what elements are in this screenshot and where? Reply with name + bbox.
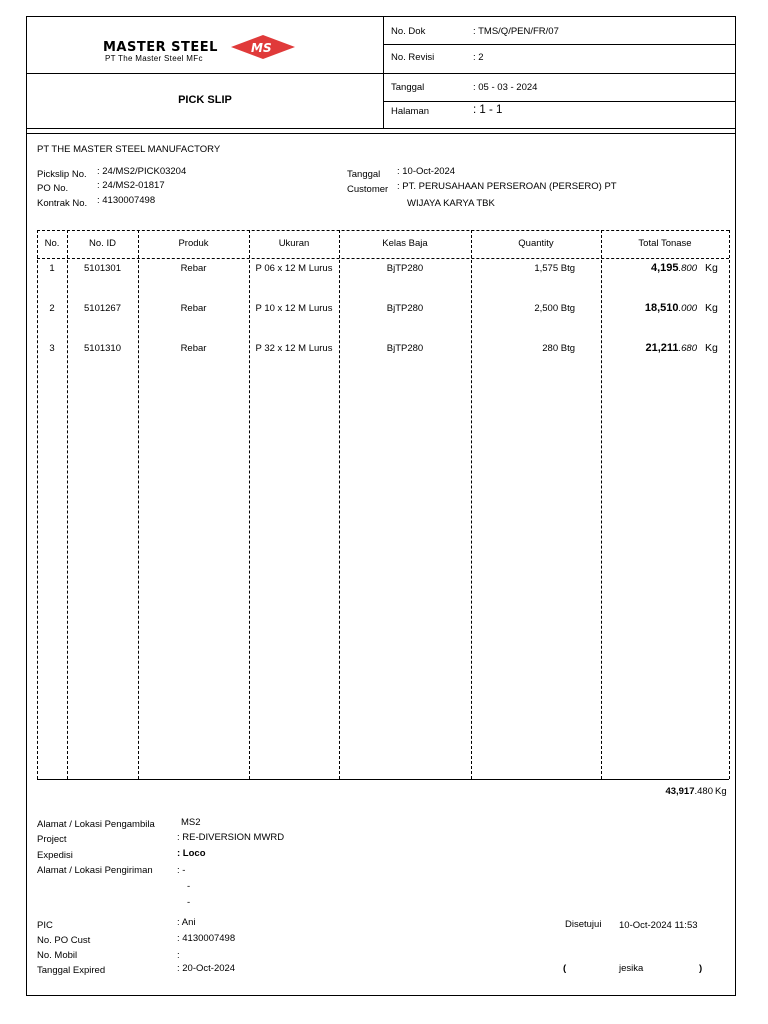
meta-nodok-label: No. Dok <box>391 26 426 37</box>
logo-subtext: PT The Master Steel MFc <box>105 54 203 63</box>
th-id: No. ID <box>89 238 116 249</box>
company-logo <box>103 37 303 67</box>
row-kelas: BjTP280 <box>386 303 424 314</box>
po-cust-value: : 4130007498 <box>177 933 236 944</box>
disetujui-label: Disetujui <box>565 919 602 930</box>
disetujui-value: 10-Oct-2024 11:53 <box>619 920 698 931</box>
meta-halaman-value: : 1 - 1 <box>473 104 503 116</box>
row-ukuran: P 32 x 12 M Lurus <box>255 343 333 354</box>
col-line-7 <box>729 230 730 779</box>
row-qty: 1,575 Btg <box>534 263 575 274</box>
document-frame <box>26 16 736 996</box>
meta-row-line-1 <box>383 44 735 45</box>
project-value: : RE-DIVERSION MWRD <box>177 832 285 843</box>
row-unit: Kg <box>705 302 718 314</box>
customer-value-line1: : PT. PERUSAHAAN PERSEROAN (PERSERO) PT <box>397 181 617 192</box>
tonase-decimal: .680 <box>678 343 697 354</box>
table-header-bottom <box>37 258 729 259</box>
meta-row-line-3 <box>383 101 735 102</box>
header-bottom <box>27 128 735 129</box>
document-title: PICK SLIP <box>178 94 232 106</box>
tanggal-value: : 10-Oct-2024 <box>397 166 456 177</box>
row-tonase <box>601 302 697 314</box>
row-ukuran: P 06 x 12 M Lurus <box>255 263 333 274</box>
tonase-decimal: .000 <box>678 303 697 314</box>
tanggal-label: Tanggal <box>347 169 381 180</box>
row-unit: Kg <box>705 262 718 274</box>
grand-total-decimal: .480 <box>694 786 713 797</box>
row-qty: 280 Btg <box>542 343 575 354</box>
th-ukuran: Ukuran <box>278 238 310 249</box>
th-no: No. <box>44 238 60 249</box>
row-unit: Kg <box>705 342 718 354</box>
row-produk: Rebar <box>180 343 207 354</box>
alamat-dash-1: - <box>187 881 191 892</box>
tonase-decimal: .800 <box>678 263 697 274</box>
meta-tanggal-value: : 05 - 03 - 2024 <box>473 82 538 93</box>
alamat-pengambilan-label: Alamat / Lokasi Pengambila <box>37 819 155 830</box>
meta-tanggal-label: Tanggal <box>391 82 425 93</box>
grand-total-unit: Kg <box>715 786 727 797</box>
customer-value-line2: WIJAYA KARYA TBK <box>407 198 495 209</box>
row-id: 5101301 <box>84 263 121 274</box>
project-label: Project <box>37 834 67 845</box>
alamat-pengambilan-value: MS2 <box>181 817 201 828</box>
row-no: 2 <box>49 303 55 314</box>
header-vdivider <box>383 17 384 128</box>
po-value: : 24/MS2-01817 <box>97 180 165 191</box>
pickslip-label: Pickslip No. <box>37 169 87 180</box>
grand-total <box>587 786 713 797</box>
alamat-dash-2: - <box>187 897 191 908</box>
th-tonase: Total Tonase <box>638 238 692 249</box>
kontrak-label: Kontrak No. <box>37 198 88 209</box>
row-kelas: BjTP280 <box>386 343 424 354</box>
logo-badge-text: MS <box>251 41 272 55</box>
expired-label: Tanggal Expired <box>37 965 106 976</box>
th-quantity: Quantity <box>518 238 554 249</box>
expired-value: : 20-Oct-2024 <box>177 963 236 974</box>
po-cust-label: No. PO Cust <box>37 935 91 946</box>
tonase-main: 18,510 <box>644 302 679 314</box>
expedisi-label: Expedisi <box>37 850 73 861</box>
mobil-label: No. Mobil <box>37 950 78 961</box>
row-kelas: BjTP280 <box>386 263 424 274</box>
alamat-pengiriman-label: Alamat / Lokasi Pengiriman <box>37 865 153 876</box>
th-produk: Produk <box>178 238 209 249</box>
signature-name: jesika <box>619 963 644 974</box>
pic-value: : Ani <box>177 917 196 928</box>
alamat-pengiriman-value: : - <box>177 865 186 876</box>
header-divider <box>27 73 735 74</box>
kontrak-value: : 4130007498 <box>97 195 156 206</box>
meta-revisi-label: No. Revisi <box>391 52 435 63</box>
mobil-value: : <box>177 950 180 961</box>
signature-open: ( <box>563 963 567 974</box>
tonase-main: 4,195 <box>650 262 679 274</box>
row-no: 1 <box>49 263 55 274</box>
row-id: 5101267 <box>84 303 121 314</box>
table-bottom <box>37 779 729 780</box>
meta-revisi-value: : 2 <box>473 52 484 63</box>
po-label: PO No. <box>37 183 69 194</box>
tonase-main: 21,211 <box>645 342 679 354</box>
meta-halaman-label: Halaman <box>391 106 430 117</box>
row-no: 3 <box>49 343 55 354</box>
row-qty: 2,500 Btg <box>534 303 575 314</box>
row-produk: Rebar <box>180 303 207 314</box>
row-tonase <box>601 342 697 354</box>
table-top <box>37 230 729 231</box>
pic-label: PIC <box>37 920 53 931</box>
th-kelas: Kelas Baja <box>382 238 428 249</box>
meta-nodok-value: : TMS/Q/PEN/FR/07 <box>473 26 559 37</box>
row-ukuran: P 10 x 12 M Lurus <box>255 303 333 314</box>
customer-label: Customer <box>347 184 389 195</box>
row-tonase <box>601 262 697 274</box>
row-produk: Rebar <box>180 263 207 274</box>
expedisi-value: : Loco <box>177 848 206 859</box>
header-bottom-2 <box>27 133 735 134</box>
row-id: 5101310 <box>84 343 121 354</box>
signature-close: ) <box>699 963 703 974</box>
company-name: PT THE MASTER STEEL MANUFACTORY <box>37 144 221 155</box>
grand-total-main: 43,917 <box>665 786 695 797</box>
pickslip-value: : 24/MS2/PICK03204 <box>97 166 187 177</box>
logo-text: MASTER STEEL <box>103 40 218 55</box>
